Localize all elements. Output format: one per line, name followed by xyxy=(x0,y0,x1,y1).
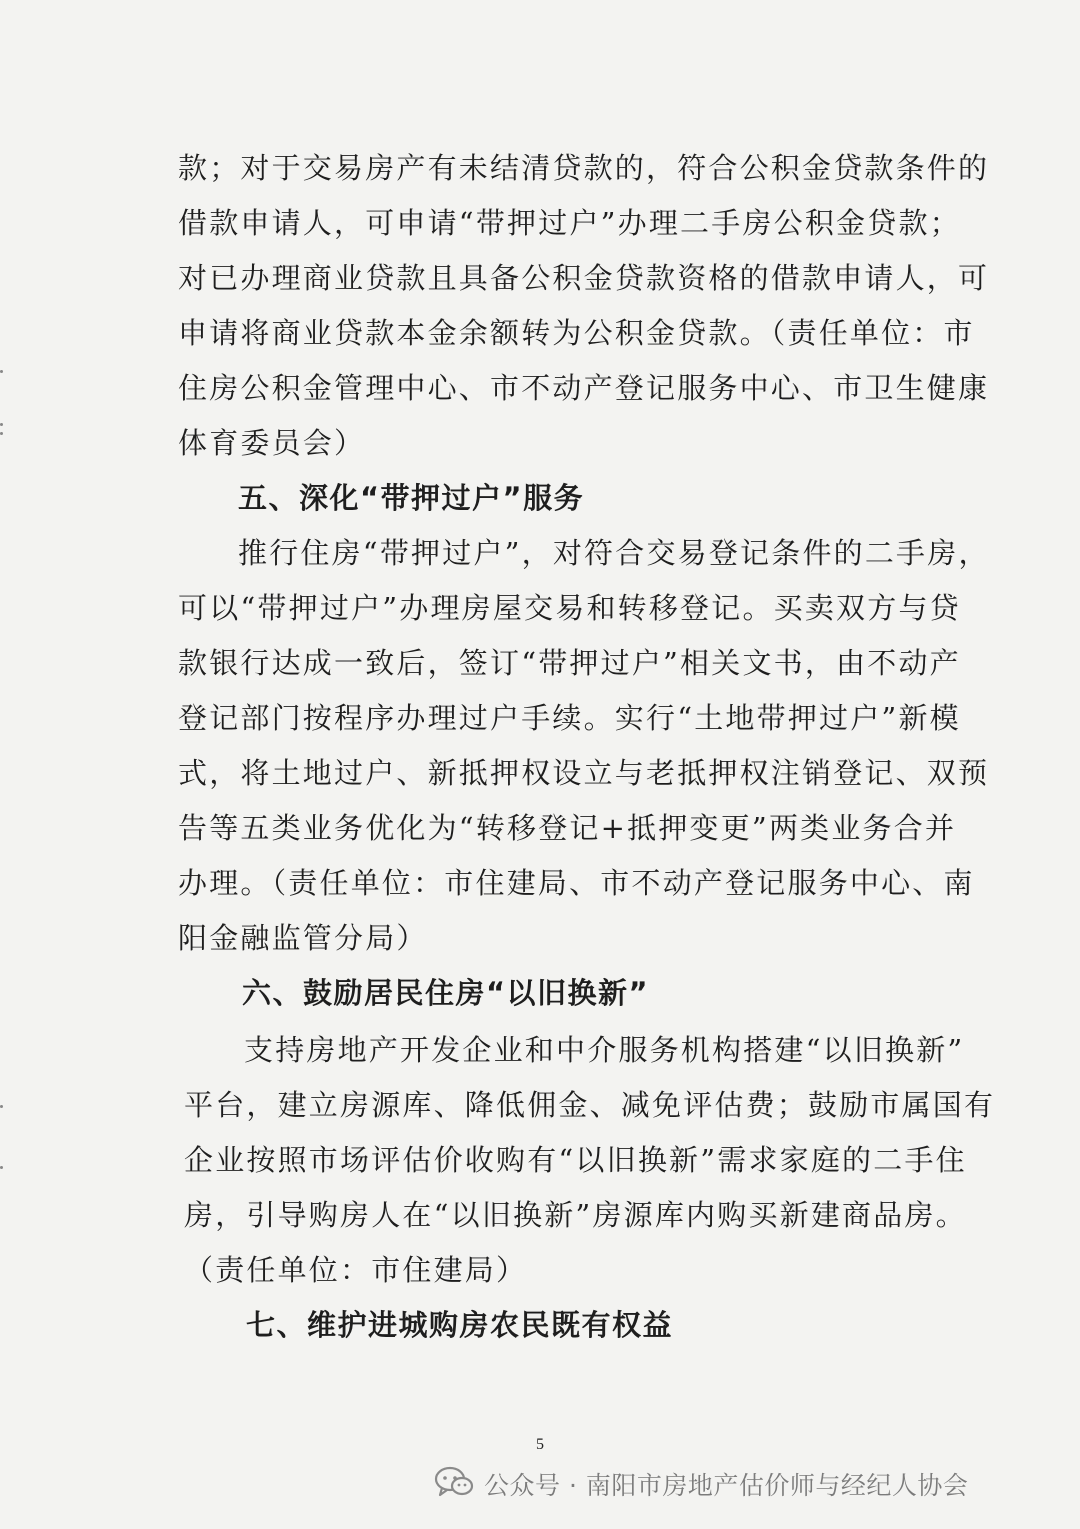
section-heading-5: 五、深化“带押过户”服务 xyxy=(238,481,585,515)
text-line: 推行住房“带押过户”，对符合交易登记条件的二手房， xyxy=(238,536,990,570)
text-line: 企业按照市场评估价收购有“以旧换新”需求家庭的二手住 xyxy=(184,1143,967,1177)
text-line: 款；对于交易房产有未结清贷款的，符合公积金贷款条件的 xyxy=(178,151,990,185)
text-line: 申请将商业贷款本金余额转为公积金贷款。（责任单位：市 xyxy=(178,316,975,350)
section-heading-6: 六、鼓励居民住房“以旧换新” xyxy=(242,976,650,1010)
text-line: 支持房地产开发企业和中介服务机构搭建“以旧换新” xyxy=(244,1033,965,1067)
text-line: 借款申请人，可申请“带押过户”办理二手房公积金贷款； xyxy=(178,206,961,240)
text-line: 平台，建立房源库、降低佣金、减免评估费；鼓励市属国有 xyxy=(184,1088,996,1122)
text-line: 住房公积金管理中心、市不动产登记服务中心、市卫生健康 xyxy=(178,371,990,405)
text-line: 体育委员会） xyxy=(178,426,366,460)
text-line: 告等五类业务优化为“转移登记+抵押变更”两类业务合并 xyxy=(178,811,957,845)
text-line: （责任单位：市住建局） xyxy=(184,1253,528,1287)
text-line: 对已办理商业贷款且具备公积金贷款资格的借款申请人，可 xyxy=(178,261,990,295)
text-line: 阳金融监管分局） xyxy=(178,921,428,955)
watermark xyxy=(434,1464,968,1504)
text-line: 登记部门按程序办理过户手续。实行“土地带押过户”新模 xyxy=(178,701,961,735)
text-line: 可以“带押过户”办理房屋交易和转移登记。买卖双方与贷 xyxy=(178,591,961,625)
wechat-official-account-icon xyxy=(434,1465,484,1503)
text-line: 办理。（责任单位：市住建局、市不动产登记服务中心、南 xyxy=(178,866,975,900)
section-heading-7: 七、维护进城购房农民既有权益 xyxy=(246,1308,674,1342)
text-line: 款银行达成一致后，签订“带押过户”相关文书，由不动产 xyxy=(178,646,961,680)
watermark-text: 公众号 · 南阳市房地产估价师与经纪人协会 xyxy=(484,1471,969,1500)
text-line: 房，引导购房人在“以旧换新”房源库内购买新建商品房。 xyxy=(184,1198,967,1232)
page-number: 5 xyxy=(536,1436,544,1453)
text-line: 式，将土地过户、新抵押权设立与老抵押权注销登记、双预 xyxy=(178,756,990,790)
